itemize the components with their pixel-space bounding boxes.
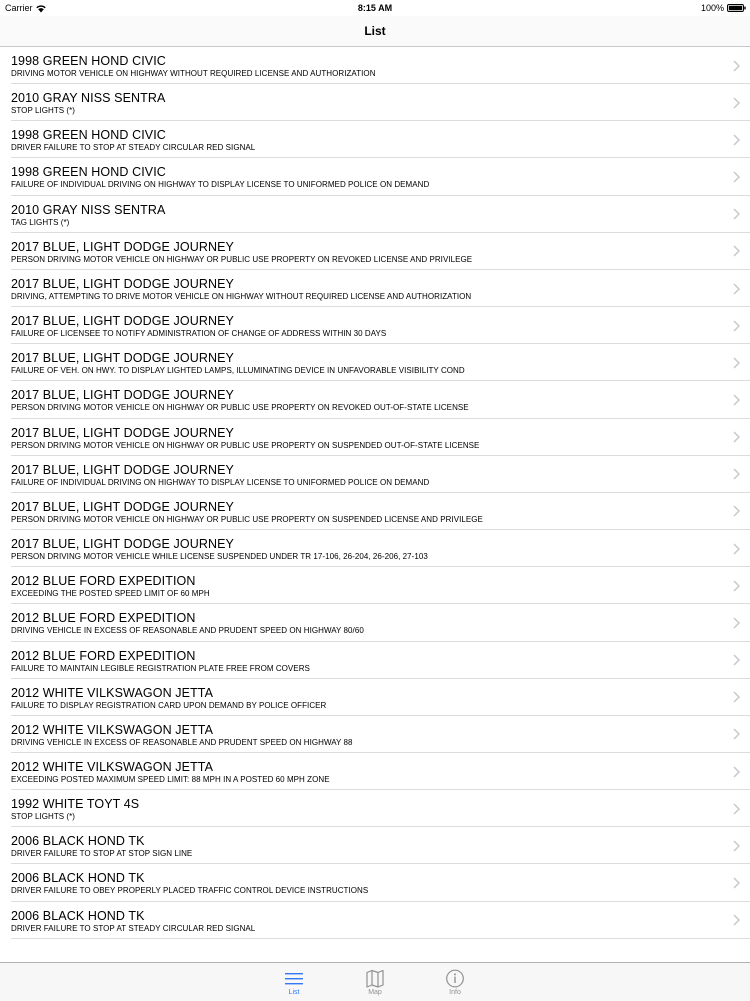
- list-item[interactable]: [0, 270, 750, 307]
- list-item-subtitle: PERSON DRIVING MOTOR VEHICLE ON HIGHWAY OR PUBLIC USE PROPERTY ON SUSPENDED OUT-OF-STATE LICENSE: [11, 440, 480, 450]
- list-item[interactable]: [0, 827, 750, 864]
- carrier-label: Carrier: [5, 3, 33, 13]
- list-item-title: 2012 WHITE VILKSWAGON JETTA: [11, 685, 214, 700]
- list-item-subtitle: FAILURE OF VEH. ON HWY. TO DISPLAY LIGHTED LAMPS, ILLUMINATING DEVICE IN UNFAVORABLE VISIBILITY COND: [11, 366, 465, 376]
- list-item-title: 1998 GREEN HOND CIVIC: [11, 128, 166, 143]
- list-item-title: 2012 BLUE FORD EXPEDITION: [11, 574, 196, 589]
- list-item-subtitle: FAILURE TO DISPLAY REGISTRATION CARD UPON DEMAND BY POLICE OFFICER: [11, 700, 327, 710]
- list-item-subtitle: FAILURE OF INDIVIDUAL DRIVING ON HIGHWAY TO DISPLAY LICENSE TO UNIFORMED POLICE ON DEMAND: [11, 180, 430, 190]
- list-item-title: 2012 WHITE VILKSWAGON JETTA: [11, 759, 214, 774]
- chevron-right-icon: [733, 394, 740, 406]
- chevron-right-icon: [733, 877, 740, 889]
- list-icon: [284, 969, 304, 988]
- chevron-right-icon: [733, 60, 740, 72]
- chevron-right-icon: [733, 914, 740, 926]
- page-title: List: [364, 24, 386, 38]
- list-item-title: 2017 BLUE, LIGHT DODGE JOURNEY: [11, 537, 234, 552]
- list-item[interactable]: [0, 307, 750, 344]
- list-item-subtitle: PERSON DRIVING MOTOR VEHICLE WHILE LICENSE SUSPENDED UNDER TR 17-106, 26-204, 26-206, 27-103: [11, 552, 428, 562]
- chevron-right-icon: [733, 617, 740, 629]
- list-item-title: 1992 WHITE TOYT 4S: [11, 797, 140, 812]
- chevron-right-icon: [733, 505, 740, 517]
- list-item-subtitle: DRIVING VEHICLE IN EXCESS OF REASONABLE AND PRUDENT SPEED ON HIGHWAY 80/60: [11, 626, 364, 636]
- chevron-right-icon: [733, 543, 740, 555]
- list-item-subtitle: DRIVER FAILURE TO OBEY PROPERLY PLACED TRAFFIC CONTROL DEVICE INSTRUCTIONS: [11, 886, 369, 896]
- list-item[interactable]: [0, 158, 750, 195]
- list-item[interactable]: [0, 196, 750, 233]
- chevron-right-icon: [733, 840, 740, 852]
- status-bar: [0, 0, 750, 16]
- chevron-right-icon: [733, 357, 740, 369]
- list-item-subtitle: DRIVER FAILURE TO STOP AT STOP SIGN LINE: [11, 849, 193, 859]
- chevron-right-icon: [733, 208, 740, 220]
- chevron-right-icon: [733, 766, 740, 778]
- list-item[interactable]: [0, 567, 750, 604]
- list-item-subtitle: DRIVING MOTOR VEHICLE ON HIGHWAY WITHOUT REQUIRED LICENSE AND AUTHORIZATION: [11, 69, 376, 78]
- list-item-subtitle: FAILURE OF INDIVIDUAL DRIVING ON HIGHWAY TO DISPLAY LICENSE TO UNIFORMED POLICE ON DEMAND: [11, 477, 430, 487]
- list-item[interactable]: [0, 864, 750, 901]
- list-item-title: 2010 GRAY NISS SENTRA: [11, 91, 166, 106]
- chevron-right-icon: [733, 691, 740, 703]
- list-item[interactable]: [0, 47, 750, 84]
- list-item-title: 2017 BLUE, LIGHT DODGE JOURNEY: [11, 425, 234, 440]
- list-item[interactable]: [0, 84, 750, 121]
- chevron-right-icon: [733, 728, 740, 740]
- list-item[interactable]: [0, 604, 750, 641]
- status-time: 8:15 AM: [357, 3, 393, 13]
- list-item-title: 2012 WHITE VILKSWAGON JETTA: [11, 722, 214, 737]
- list-item[interactable]: [0, 716, 750, 753]
- list-item[interactable]: [0, 790, 750, 827]
- list-item[interactable]: [0, 456, 750, 493]
- battery-indicator: [701, 0, 746, 16]
- chevron-right-icon: [733, 171, 740, 183]
- list-item[interactable]: [0, 642, 750, 679]
- list-item-subtitle: DRIVER FAILURE TO STOP AT STEADY CIRCULAR RED SIGNAL: [11, 143, 256, 153]
- list-item[interactable]: [0, 753, 750, 790]
- list-item-title: 1998 GREEN HOND CIVIC: [11, 165, 166, 180]
- chevron-right-icon: [733, 468, 740, 480]
- tab-list-label: List: [288, 989, 300, 996]
- list-item-title: 2017 BLUE, LIGHT DODGE JOURNEY: [11, 239, 234, 254]
- navigation-bar: [0, 16, 750, 47]
- tab-info[interactable]: [425, 963, 485, 1001]
- list-item-title: 2017 BLUE, LIGHT DODGE JOURNEY: [11, 499, 234, 514]
- list-item-subtitle: PERSON DRIVING MOTOR VEHICLE ON HIGHWAY OR PUBLIC USE PROPERTY ON SUSPENDED LICENSE AND PRIVILEGE: [11, 514, 483, 524]
- list-item-title: 2017 BLUE, LIGHT DODGE JOURNEY: [11, 388, 234, 403]
- info-icon: [445, 969, 465, 988]
- list-item[interactable]: [0, 381, 750, 418]
- map-icon: [365, 969, 385, 988]
- chevron-right-icon: [733, 283, 740, 295]
- list-item[interactable]: [0, 121, 750, 158]
- list-item-subtitle: DRIVING VEHICLE IN EXCESS OF REASONABLE AND PRUDENT SPEED ON HIGHWAY 88: [11, 737, 353, 747]
- list-item[interactable]: [0, 233, 750, 270]
- tab-info-label: Info: [449, 989, 461, 996]
- tab-map-label: Map: [368, 989, 382, 996]
- list-item-title: 1998 GREEN HOND CIVIC: [11, 54, 166, 68]
- battery-percent: 100%: [700, 3, 724, 13]
- list-item[interactable]: [0, 493, 750, 530]
- tab-map[interactable]: [345, 963, 405, 1001]
- list-item-subtitle: FAILURE OF LICENSEE TO NOTIFY ADMINISTRATION OF CHANGE OF ADDRESS WITHIN 30 DAYS: [11, 329, 387, 339]
- list-item-subtitle: EXCEEDING THE POSTED SPEED LIMIT OF 60 MPH: [11, 589, 210, 599]
- list-item-title: 2012 BLUE FORD EXPEDITION: [11, 611, 196, 626]
- list-item[interactable]: [0, 679, 750, 716]
- list-item-title: 2006 BLACK HOND TK: [11, 871, 145, 886]
- chevron-right-icon: [733, 431, 740, 443]
- list-item-title: 2006 BLACK HOND TK: [11, 834, 145, 849]
- chevron-right-icon: [733, 580, 740, 592]
- tab-bar: [0, 962, 750, 1001]
- list-item-title: 2017 BLUE, LIGHT DODGE JOURNEY: [11, 276, 234, 291]
- battery-icon: [727, 4, 746, 12]
- list-item-subtitle: STOP LIGHTS (*): [11, 812, 76, 822]
- list-item-subtitle: EXCEEDING POSTED MAXIMUM SPEED LIMIT: 88 MPH IN A POSTED 60 MPH ZONE: [11, 774, 330, 784]
- list-item-title: 2012 BLUE FORD EXPEDITION: [11, 648, 196, 663]
- tab-list[interactable]: [264, 963, 324, 1001]
- list-item-title: 2010 GRAY NISS SENTRA: [11, 202, 166, 217]
- chevron-right-icon: [733, 320, 740, 332]
- list-item[interactable]: [0, 530, 750, 567]
- list-item-subtitle: PERSON DRIVING MOTOR VEHICLE ON HIGHWAY OR PUBLIC USE PROPERTY ON REVOKED LICENSE AND PRIVILEGE: [11, 254, 473, 264]
- list-item-subtitle: DRIVING, ATTEMPTING TO DRIVE MOTOR VEHICLE ON HIGHWAY WITHOUT REQUIRED LICENSE AND AUTHORIZATION: [11, 291, 472, 301]
- list-item-title: 2006 BLACK HOND TK: [11, 908, 145, 923]
- citation-list[interactable]: [0, 47, 750, 962]
- list-item-subtitle: TAG LIGHTS (*): [11, 217, 70, 227]
- list-item[interactable]: [0, 344, 750, 381]
- list-item[interactable]: [0, 902, 750, 939]
- list-item-title: 2017 BLUE, LIGHT DODGE JOURNEY: [11, 351, 234, 366]
- chevron-right-icon: [733, 97, 740, 109]
- chevron-right-icon: [733, 654, 740, 666]
- list-item[interactable]: [0, 419, 750, 456]
- list-item-subtitle: PERSON DRIVING MOTOR VEHICLE ON HIGHWAY OR PUBLIC USE PROPERTY ON REVOKED OUT-OF-STATE LICENSE: [11, 403, 469, 413]
- list-item-subtitle: FAILURE TO MAINTAIN LEGIBLE REGISTRATION PLATE FREE FROM COVERS: [11, 663, 310, 673]
- chevron-right-icon: [733, 134, 740, 146]
- chevron-right-icon: [733, 803, 740, 815]
- list-item-subtitle: STOP LIGHTS (*): [11, 106, 76, 116]
- list-item-subtitle: DRIVER FAILURE TO STOP AT STEADY CIRCULAR RED SIGNAL: [11, 923, 256, 933]
- list-item-title: 2017 BLUE, LIGHT DODGE JOURNEY: [11, 314, 234, 329]
- list-item-title: 2017 BLUE, LIGHT DODGE JOURNEY: [11, 462, 234, 477]
- chevron-right-icon: [733, 245, 740, 257]
